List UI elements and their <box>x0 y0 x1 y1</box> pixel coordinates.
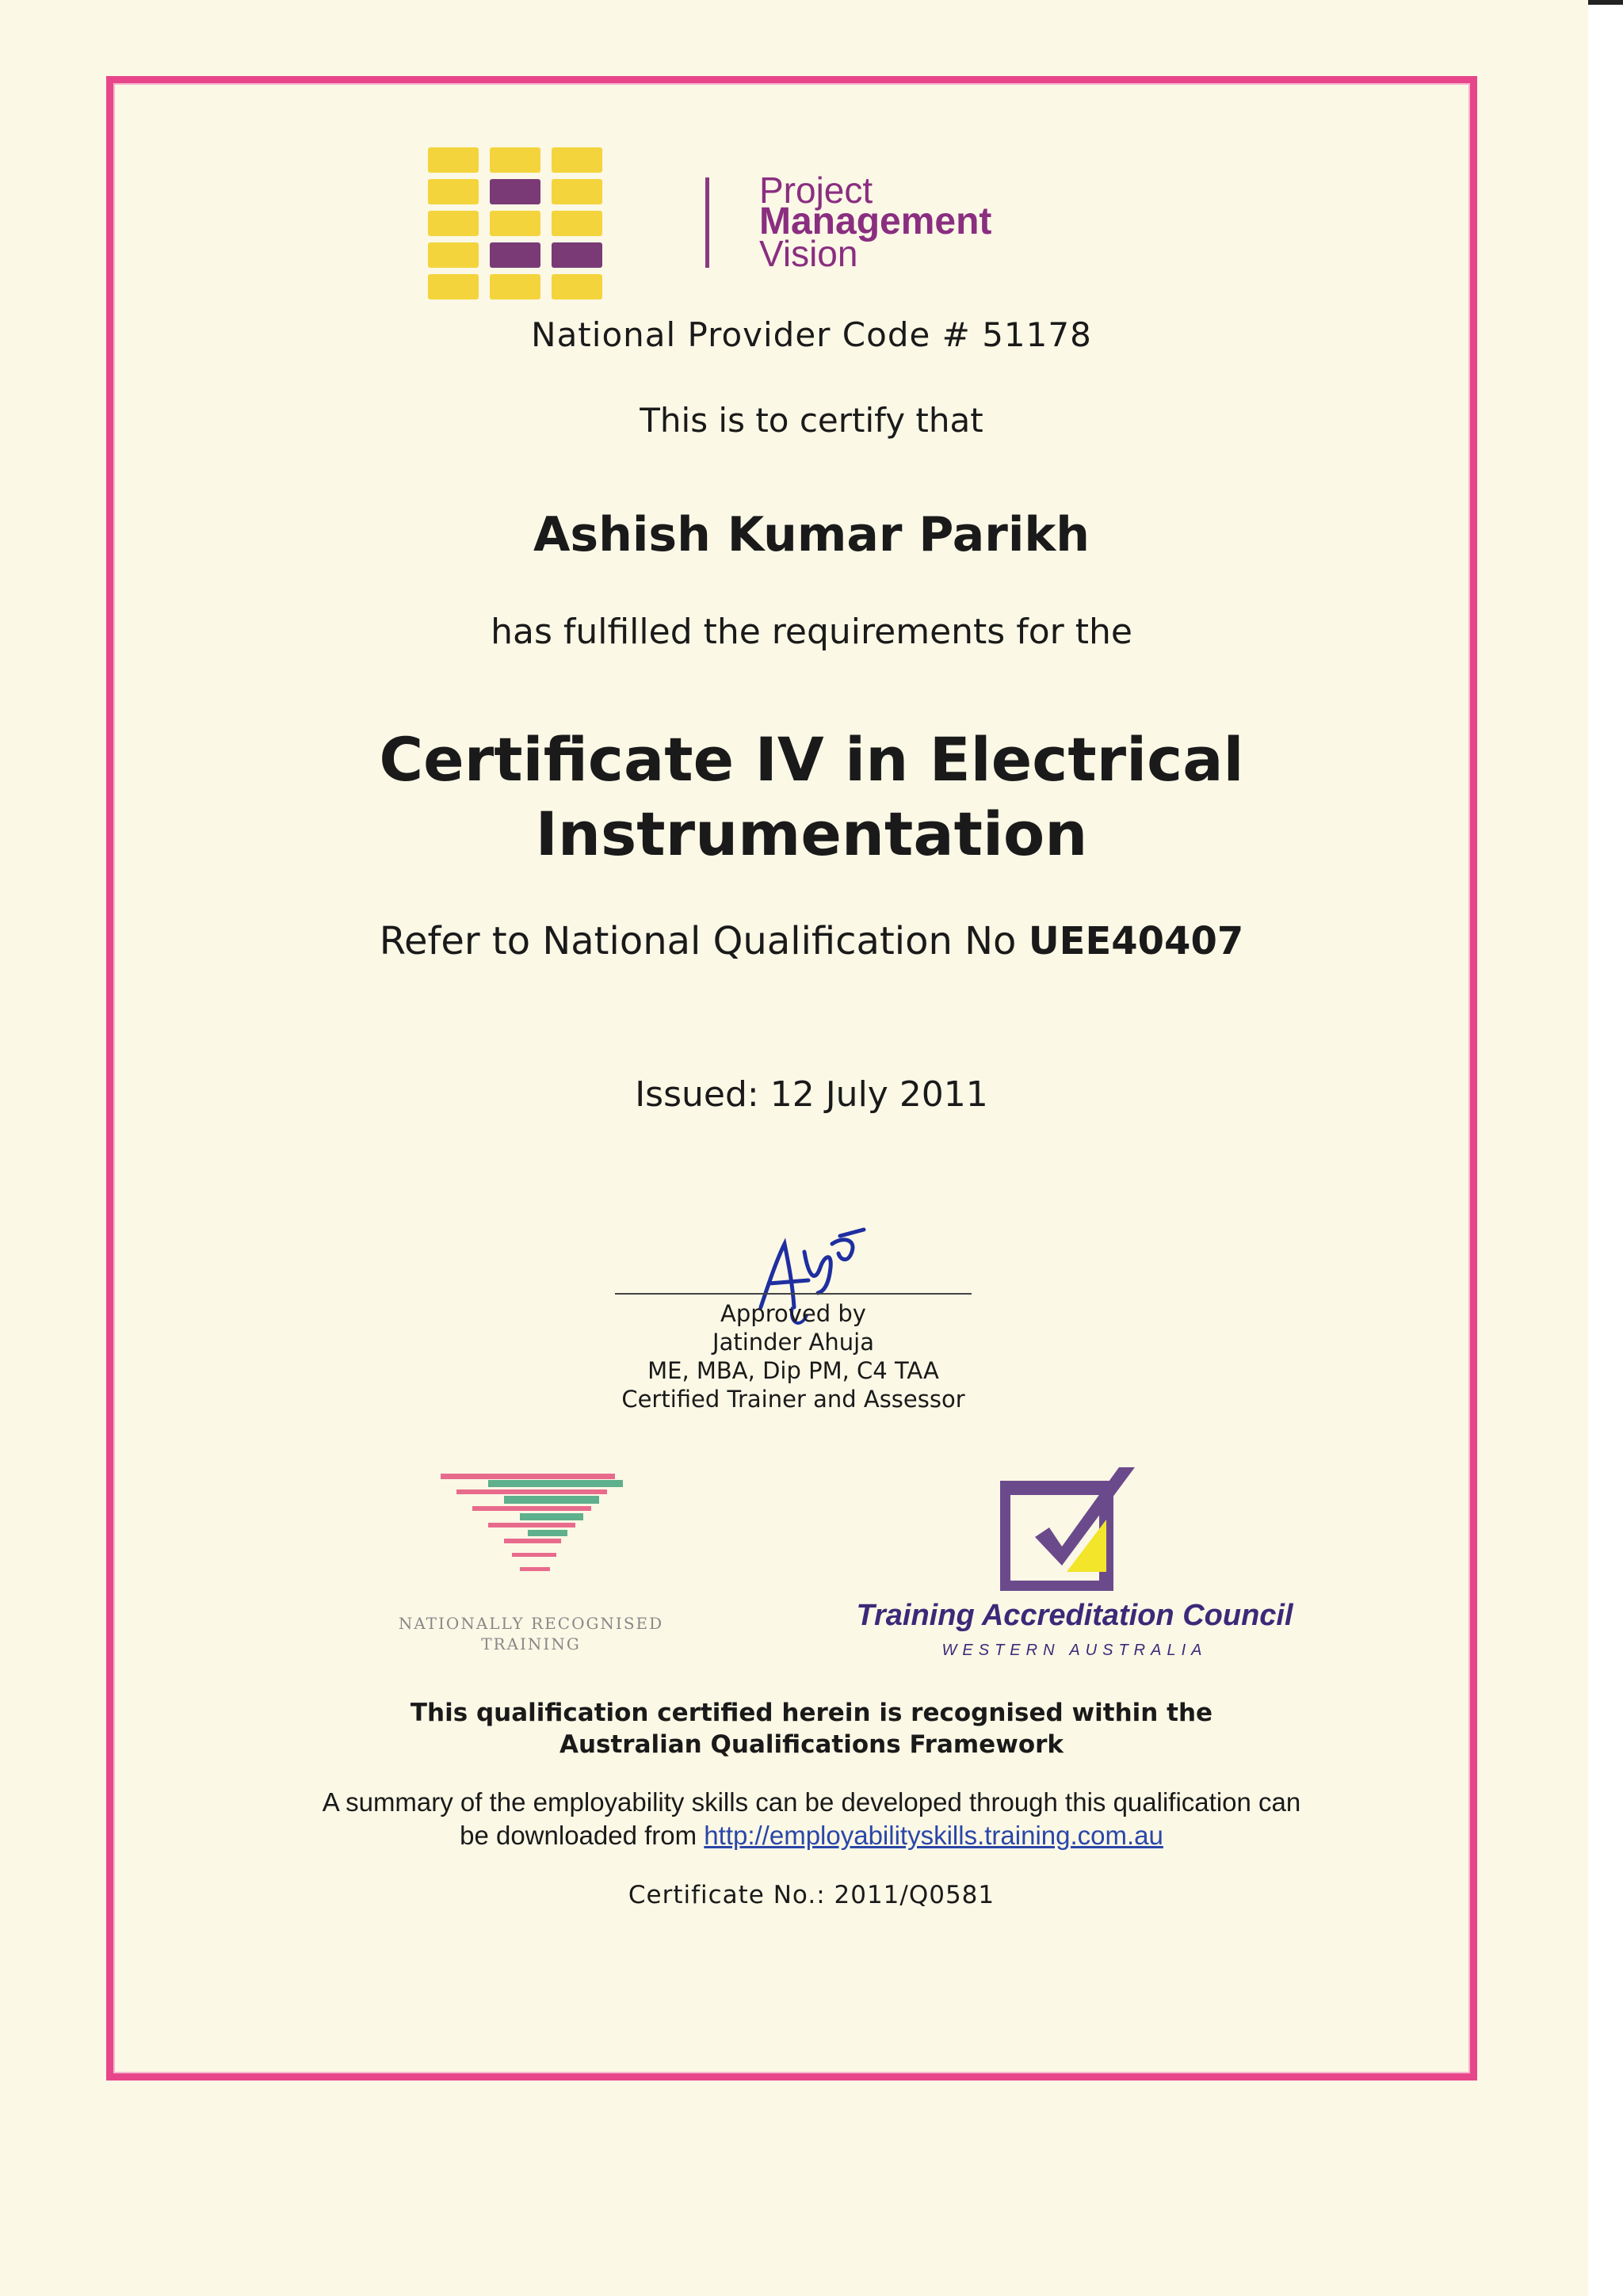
qualification-line-2: Instrumentation <box>535 799 1088 869</box>
approver-name: Jatinder Ahuja <box>712 1329 874 1356</box>
qualification-title <box>0 723 1623 871</box>
summary-line-2-prefix: be downloaded from <box>460 1821 697 1850</box>
brand-name <box>759 170 992 274</box>
approval-block <box>615 1299 972 1413</box>
tac-subtitle: WESTERN AUSTRALIA <box>941 1642 1208 1659</box>
certify-text: This is to certify that <box>640 401 983 440</box>
brand-line-2: Management <box>759 200 992 242</box>
nrt-caption <box>396 1613 666 1654</box>
logo-divider <box>705 177 709 268</box>
brand-line-3: Vision <box>759 233 858 274</box>
aqf-statement <box>0 1697 1623 1760</box>
training-accreditation-council-logo-icon <box>1000 1464 1143 1591</box>
employability-skills-link[interactable]: http://employabilityskills.training.com.au <box>704 1821 1163 1850</box>
approved-by-label: Approved by <box>720 1300 866 1327</box>
brand-line-1: Project <box>759 170 873 211</box>
aqf-line-1: This qualification certified herein is recognised within the <box>410 1699 1213 1727</box>
tac-name: Training Accreditation Council <box>856 1599 1293 1632</box>
summary-line-1: A summary of the employability skills can be developed through this qualification can <box>322 1787 1301 1817</box>
provider-code: National Provider Code # 51178 <box>531 315 1092 354</box>
issue-date: Issued: 12 July 2011 <box>635 1074 988 1115</box>
signature-line <box>615 1293 972 1295</box>
aqf-line-2: Australian Qualifications Framework <box>559 1730 1064 1759</box>
project-management-vision-logo-icon <box>428 147 602 303</box>
approver-credentials: ME, MBA, Dip PM, C4 TAA <box>647 1357 939 1384</box>
refer-prefix: Refer to National Qualification No <box>379 919 1017 963</box>
nrt-line-1: NATIONALLY RECOGNISED <box>398 1614 664 1633</box>
qualification-reference <box>0 919 1623 963</box>
qualification-line-1: Certificate IV in Electrical <box>379 724 1244 795</box>
nrt-line-2: TRAINING <box>481 1634 581 1653</box>
employability-summary <box>0 1786 1623 1852</box>
summary-line-2 <box>0 1819 1623 1852</box>
fulfilled-text: has fulfilled the requirements for the <box>491 612 1132 652</box>
scan-mark <box>1588 0 1623 5</box>
certificate-number: Certificate No.: 2011/Q0581 <box>628 1881 995 1909</box>
approver-role: Certified Trainer and Assessor <box>621 1386 965 1413</box>
qualification-code: UEE40407 <box>1028 919 1244 963</box>
recipient-name: Ashish Kumar Parikh <box>533 507 1090 563</box>
nationally-recognised-training-logo-icon <box>441 1474 623 1592</box>
